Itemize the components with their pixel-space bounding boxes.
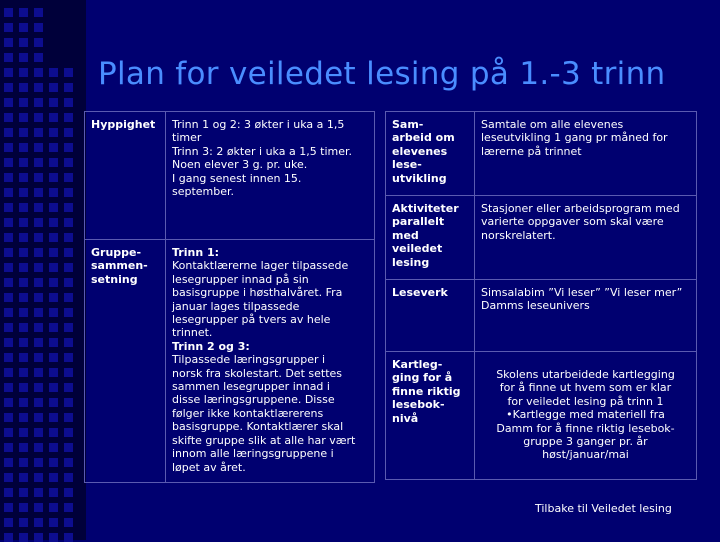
decorative-square <box>4 23 13 32</box>
decorative-square <box>49 398 58 407</box>
label-line: lesebok- <box>392 398 445 412</box>
decorative-square <box>34 398 43 407</box>
decorative-square <box>4 143 13 152</box>
decorative-square <box>34 368 43 377</box>
decorative-square <box>49 218 58 227</box>
decorative-square <box>4 38 13 47</box>
decorative-square <box>4 278 13 287</box>
text-line: Kontaktlærerne lager tilpassede <box>172 259 349 273</box>
text-line: høst/januar/mai <box>542 448 629 462</box>
decorative-square <box>34 143 43 152</box>
decorative-square <box>4 533 13 542</box>
decorative-square <box>64 68 73 77</box>
decorative-square <box>4 383 13 392</box>
decorative-square <box>49 98 58 107</box>
text-line: norsk fra skolestart. Det settes <box>172 366 343 380</box>
decorative-square <box>49 143 58 152</box>
decorative-square <box>19 338 28 347</box>
decorative-square <box>64 293 73 302</box>
decorative-square <box>34 8 43 17</box>
decorative-square <box>4 353 13 362</box>
decorative-square <box>34 218 43 227</box>
decorative-square <box>64 368 73 377</box>
decorative-square <box>34 98 43 107</box>
decorative-square <box>49 158 58 167</box>
decorative-square <box>64 233 73 242</box>
text-line: for å finne ut hvem som er klar <box>499 381 672 395</box>
label-line: Kartleg- <box>392 358 443 371</box>
table-row <box>386 352 697 480</box>
decorative-square <box>19 203 28 212</box>
row-label-samarbeid <box>386 112 475 196</box>
label-line: elevenes <box>392 144 448 158</box>
decorative-square <box>19 143 28 152</box>
label-line: lesing <box>392 255 430 269</box>
decorative-square <box>19 458 28 467</box>
decorative-square <box>34 68 43 77</box>
decorative-square <box>34 83 43 92</box>
decorative-square <box>34 173 43 182</box>
label-line: sammen- <box>91 259 148 273</box>
decorative-square <box>34 443 43 452</box>
text-line: I gang senest innen 15. <box>172 171 302 185</box>
text-line: basisgruppe. Kontaktlærer skal <box>172 420 344 434</box>
decorative-square <box>64 143 73 152</box>
decorative-square <box>4 233 13 242</box>
row-text-kartlegging <box>475 352 697 480</box>
decorative-square <box>4 113 13 122</box>
decorative-square <box>49 443 58 452</box>
decorative-square <box>19 233 28 242</box>
decorative-square <box>49 248 58 257</box>
decorative-square <box>19 368 28 377</box>
decorative-square <box>64 413 73 422</box>
text-line: norskrelatert. <box>481 228 556 242</box>
decorative-square <box>19 308 28 317</box>
decorative-square <box>49 518 58 527</box>
decorative-square <box>19 23 28 32</box>
decorative-square <box>19 398 28 407</box>
subheading-trinn2-3: Trinn 2 og 3: <box>172 339 250 353</box>
decorative-square <box>64 218 73 227</box>
decorative-square <box>49 413 58 422</box>
decorative-square <box>49 83 58 92</box>
table-row <box>386 280 697 352</box>
text-line: leseutvikling 1 gang pr måned for <box>481 131 668 145</box>
decorative-square <box>4 458 13 467</box>
decorative-square <box>49 113 58 122</box>
decorative-square <box>64 128 73 137</box>
text-line: gruppe 3 ganger pr. år <box>523 435 648 449</box>
label-line: utvikling <box>392 171 447 185</box>
decorative-square <box>19 518 28 527</box>
decorative-square <box>64 443 73 452</box>
decorative-square <box>34 488 43 497</box>
decorative-square <box>34 293 43 302</box>
decorative-square <box>4 293 13 302</box>
plan-table-right <box>385 111 697 480</box>
row-label-leseverk <box>386 280 475 352</box>
decorative-square <box>34 188 43 197</box>
decorative-square <box>49 233 58 242</box>
decorative-square <box>64 428 73 437</box>
decorative-square <box>4 308 13 317</box>
decorative-square <box>34 458 43 467</box>
decorative-square <box>64 278 73 287</box>
decorative-square <box>49 308 58 317</box>
decorative-square <box>49 188 58 197</box>
decorative-square <box>64 353 73 362</box>
decorative-square <box>19 413 28 422</box>
decorative-square <box>4 488 13 497</box>
text-line: sammen lesegrupper innad i <box>172 380 330 394</box>
decorative-square <box>4 503 13 512</box>
decorative-square <box>34 23 43 32</box>
decorative-square <box>49 353 58 362</box>
row-label-aktiviteter <box>386 196 475 280</box>
decorative-square <box>19 68 28 77</box>
decorative-square <box>19 473 28 482</box>
label-line: Leseverk <box>392 286 448 299</box>
text-line: Trinn 1 og 2: 3 økter i uka a 1,5 <box>172 118 345 131</box>
row-label-kartlegging <box>386 352 475 480</box>
text-line: Trinn 3: 2 økter i uka a 1,5 timer. <box>172 144 353 158</box>
decorative-square <box>34 383 43 392</box>
decorative-square <box>4 398 13 407</box>
decorative-square <box>64 473 73 482</box>
row-label-gruppesammensetning <box>85 240 166 483</box>
plan-table-left <box>84 111 375 483</box>
decorative-square <box>34 323 43 332</box>
decorative-square <box>4 368 13 377</box>
decorative-square <box>19 443 28 452</box>
row-text-hyppighet <box>166 112 375 240</box>
decorative-square <box>19 53 28 62</box>
decorative-square <box>19 353 28 362</box>
decorative-square <box>34 248 43 257</box>
decorative-square <box>4 158 13 167</box>
text-line: •Kartlegge med materiell fra <box>506 408 665 422</box>
decorative-square <box>19 278 28 287</box>
back-link[interactable]: Tilbake til Veiledet lesing <box>535 502 672 515</box>
decorative-square <box>49 293 58 302</box>
decorative-square <box>4 518 13 527</box>
decorative-square <box>64 158 73 167</box>
decorative-square <box>19 488 28 497</box>
decorative-square <box>64 383 73 392</box>
label-line: Sam- <box>392 118 424 131</box>
decorative-square <box>19 248 28 257</box>
decorative-square <box>19 158 28 167</box>
decorative-square <box>49 263 58 272</box>
decorative-square <box>64 503 73 512</box>
decorative-square <box>19 293 28 302</box>
decorative-square <box>19 188 28 197</box>
text-line: Stasjoner eller arbeidsprogram med <box>481 202 680 215</box>
label-line: parallelt <box>392 215 445 229</box>
text-line: basisgruppe i høsthalvåret. Fra <box>172 286 343 300</box>
row-label-hyppighet: Hyppighet <box>85 112 166 240</box>
decorative-square <box>19 263 28 272</box>
row-text-leseverk <box>475 280 697 352</box>
text-line: følger ikke kontaktlærerens <box>172 406 324 420</box>
decorative-square <box>19 173 28 182</box>
decorative-square <box>49 323 58 332</box>
decorative-square <box>4 443 13 452</box>
label-line: Gruppe- <box>91 246 142 259</box>
text-line: disse læringsgruppene. Disse <box>172 393 335 407</box>
label-line: veiledet <box>392 242 443 256</box>
table-row <box>85 240 375 483</box>
text-line: Tilpassede læringsgrupper i <box>172 353 326 367</box>
decorative-square <box>19 38 28 47</box>
decorative-square <box>4 173 13 182</box>
table-row <box>386 196 697 280</box>
decorative-square <box>19 383 28 392</box>
text-line: lesegrupper på tvers av hele <box>172 313 331 327</box>
decorative-square <box>4 98 13 107</box>
decorative-square <box>64 263 73 272</box>
decorative-square <box>34 518 43 527</box>
row-text-samarbeid <box>475 112 697 196</box>
decorative-square <box>64 488 73 497</box>
text-line: Damms leseunivers <box>481 299 590 313</box>
decorative-square <box>4 413 13 422</box>
decorative-square <box>64 248 73 257</box>
label-line: nivå <box>392 411 419 425</box>
decorative-square <box>4 68 13 77</box>
decorative-square <box>19 503 28 512</box>
text-line: varierte oppgaver som skal være <box>481 215 664 229</box>
row-text-gruppesammensetning <box>166 240 375 483</box>
decorative-square <box>19 8 28 17</box>
text-line: Noen elever 3 g. pr. uke. <box>172 158 308 172</box>
text-line: innom alle læringsgruppene i <box>172 447 334 461</box>
text-line: skifte gruppe slik at alle har vært <box>172 433 356 447</box>
decorative-square <box>19 323 28 332</box>
label-line: lese- <box>392 158 422 172</box>
label-line: setning <box>91 272 138 286</box>
text-line: Damm for å finne riktig lesebok- <box>496 421 675 435</box>
decorative-square <box>64 308 73 317</box>
text-line: lærerne på trinnet <box>481 144 582 158</box>
decorative-square <box>4 53 13 62</box>
text-line: januar lages tilpassede <box>172 299 300 313</box>
decorative-square <box>19 128 28 137</box>
decorative-square <box>49 278 58 287</box>
decorative-square <box>34 278 43 287</box>
decorative-square <box>4 338 13 347</box>
decorative-square <box>4 128 13 137</box>
decorative-square <box>4 188 13 197</box>
decorative-square <box>34 128 43 137</box>
table-row <box>85 112 375 240</box>
decorative-square <box>34 233 43 242</box>
text-line: trinnet. <box>172 326 213 340</box>
decorative-square <box>49 203 58 212</box>
decorative-square <box>34 38 43 47</box>
decorative-square <box>4 428 13 437</box>
decorative-square <box>34 473 43 482</box>
decorative-square <box>34 263 43 272</box>
decorative-square <box>19 428 28 437</box>
text-line: timer <box>172 131 202 145</box>
decorative-square <box>64 518 73 527</box>
decorative-square <box>64 458 73 467</box>
decorative-square <box>34 203 43 212</box>
decorative-square <box>34 533 43 542</box>
decorative-square <box>49 368 58 377</box>
decorative-square <box>49 428 58 437</box>
decorative-square <box>4 8 13 17</box>
label-line: med <box>392 228 419 242</box>
decorative-square <box>49 338 58 347</box>
decorative-square <box>34 308 43 317</box>
decorative-square <box>49 383 58 392</box>
decorative-square <box>64 203 73 212</box>
decorative-square <box>34 413 43 422</box>
decorative-square <box>49 128 58 137</box>
decorative-square <box>19 113 28 122</box>
decorative-square <box>64 533 73 542</box>
decorative-square <box>34 353 43 362</box>
decorative-square <box>64 113 73 122</box>
text-line: Simsalabim ”Vi leser” ”Vi leser mer” <box>481 286 683 299</box>
decorative-square <box>34 428 43 437</box>
text-line: for veiledet lesing på trinn 1 <box>507 394 664 408</box>
decorative-square <box>49 173 58 182</box>
decorative-square <box>19 83 28 92</box>
decorative-square <box>34 113 43 122</box>
decorative-square <box>34 53 43 62</box>
label-line: ging for å <box>392 371 453 385</box>
label-line: arbeid om <box>392 131 455 145</box>
decorative-square <box>19 98 28 107</box>
decorative-square <box>49 68 58 77</box>
decorative-square <box>4 83 13 92</box>
decorative-square <box>49 503 58 512</box>
decorative-square <box>64 323 73 332</box>
text-line: løpet av året. <box>172 460 246 474</box>
decorative-square <box>34 338 43 347</box>
decorative-square <box>64 173 73 182</box>
text-line: september. <box>172 185 235 199</box>
text-line: lesegrupper innad på sin <box>172 272 309 286</box>
decorative-square <box>34 158 43 167</box>
text-line: Samtale om alle elevenes <box>481 118 624 131</box>
decorative-square <box>4 473 13 482</box>
decorative-square <box>64 98 73 107</box>
decorative-square <box>64 83 73 92</box>
text-line: Skolens utarbeidede kartlegging <box>496 368 675 381</box>
table-row <box>386 112 697 196</box>
decorative-square <box>4 323 13 332</box>
decorative-square <box>4 263 13 272</box>
decorative-square <box>4 248 13 257</box>
decorative-square <box>49 458 58 467</box>
decorative-square <box>64 398 73 407</box>
decorative-square <box>49 488 58 497</box>
subheading-trinn1: Trinn 1: <box>172 246 220 259</box>
decorative-square <box>49 473 58 482</box>
decorative-square <box>19 218 28 227</box>
slide-title: Plan for veiledet lesing på 1.-3 trinn <box>98 56 666 92</box>
decorative-square <box>34 503 43 512</box>
label-line: finne riktig <box>392 384 461 398</box>
decorative-square <box>4 203 13 212</box>
decorative-square <box>4 218 13 227</box>
row-text-aktiviteter <box>475 196 697 280</box>
label-line: Aktiviteter <box>392 202 459 215</box>
decorative-square <box>19 533 28 542</box>
decorative-square <box>64 338 73 347</box>
decorative-square <box>64 188 73 197</box>
decorative-square <box>49 533 58 542</box>
